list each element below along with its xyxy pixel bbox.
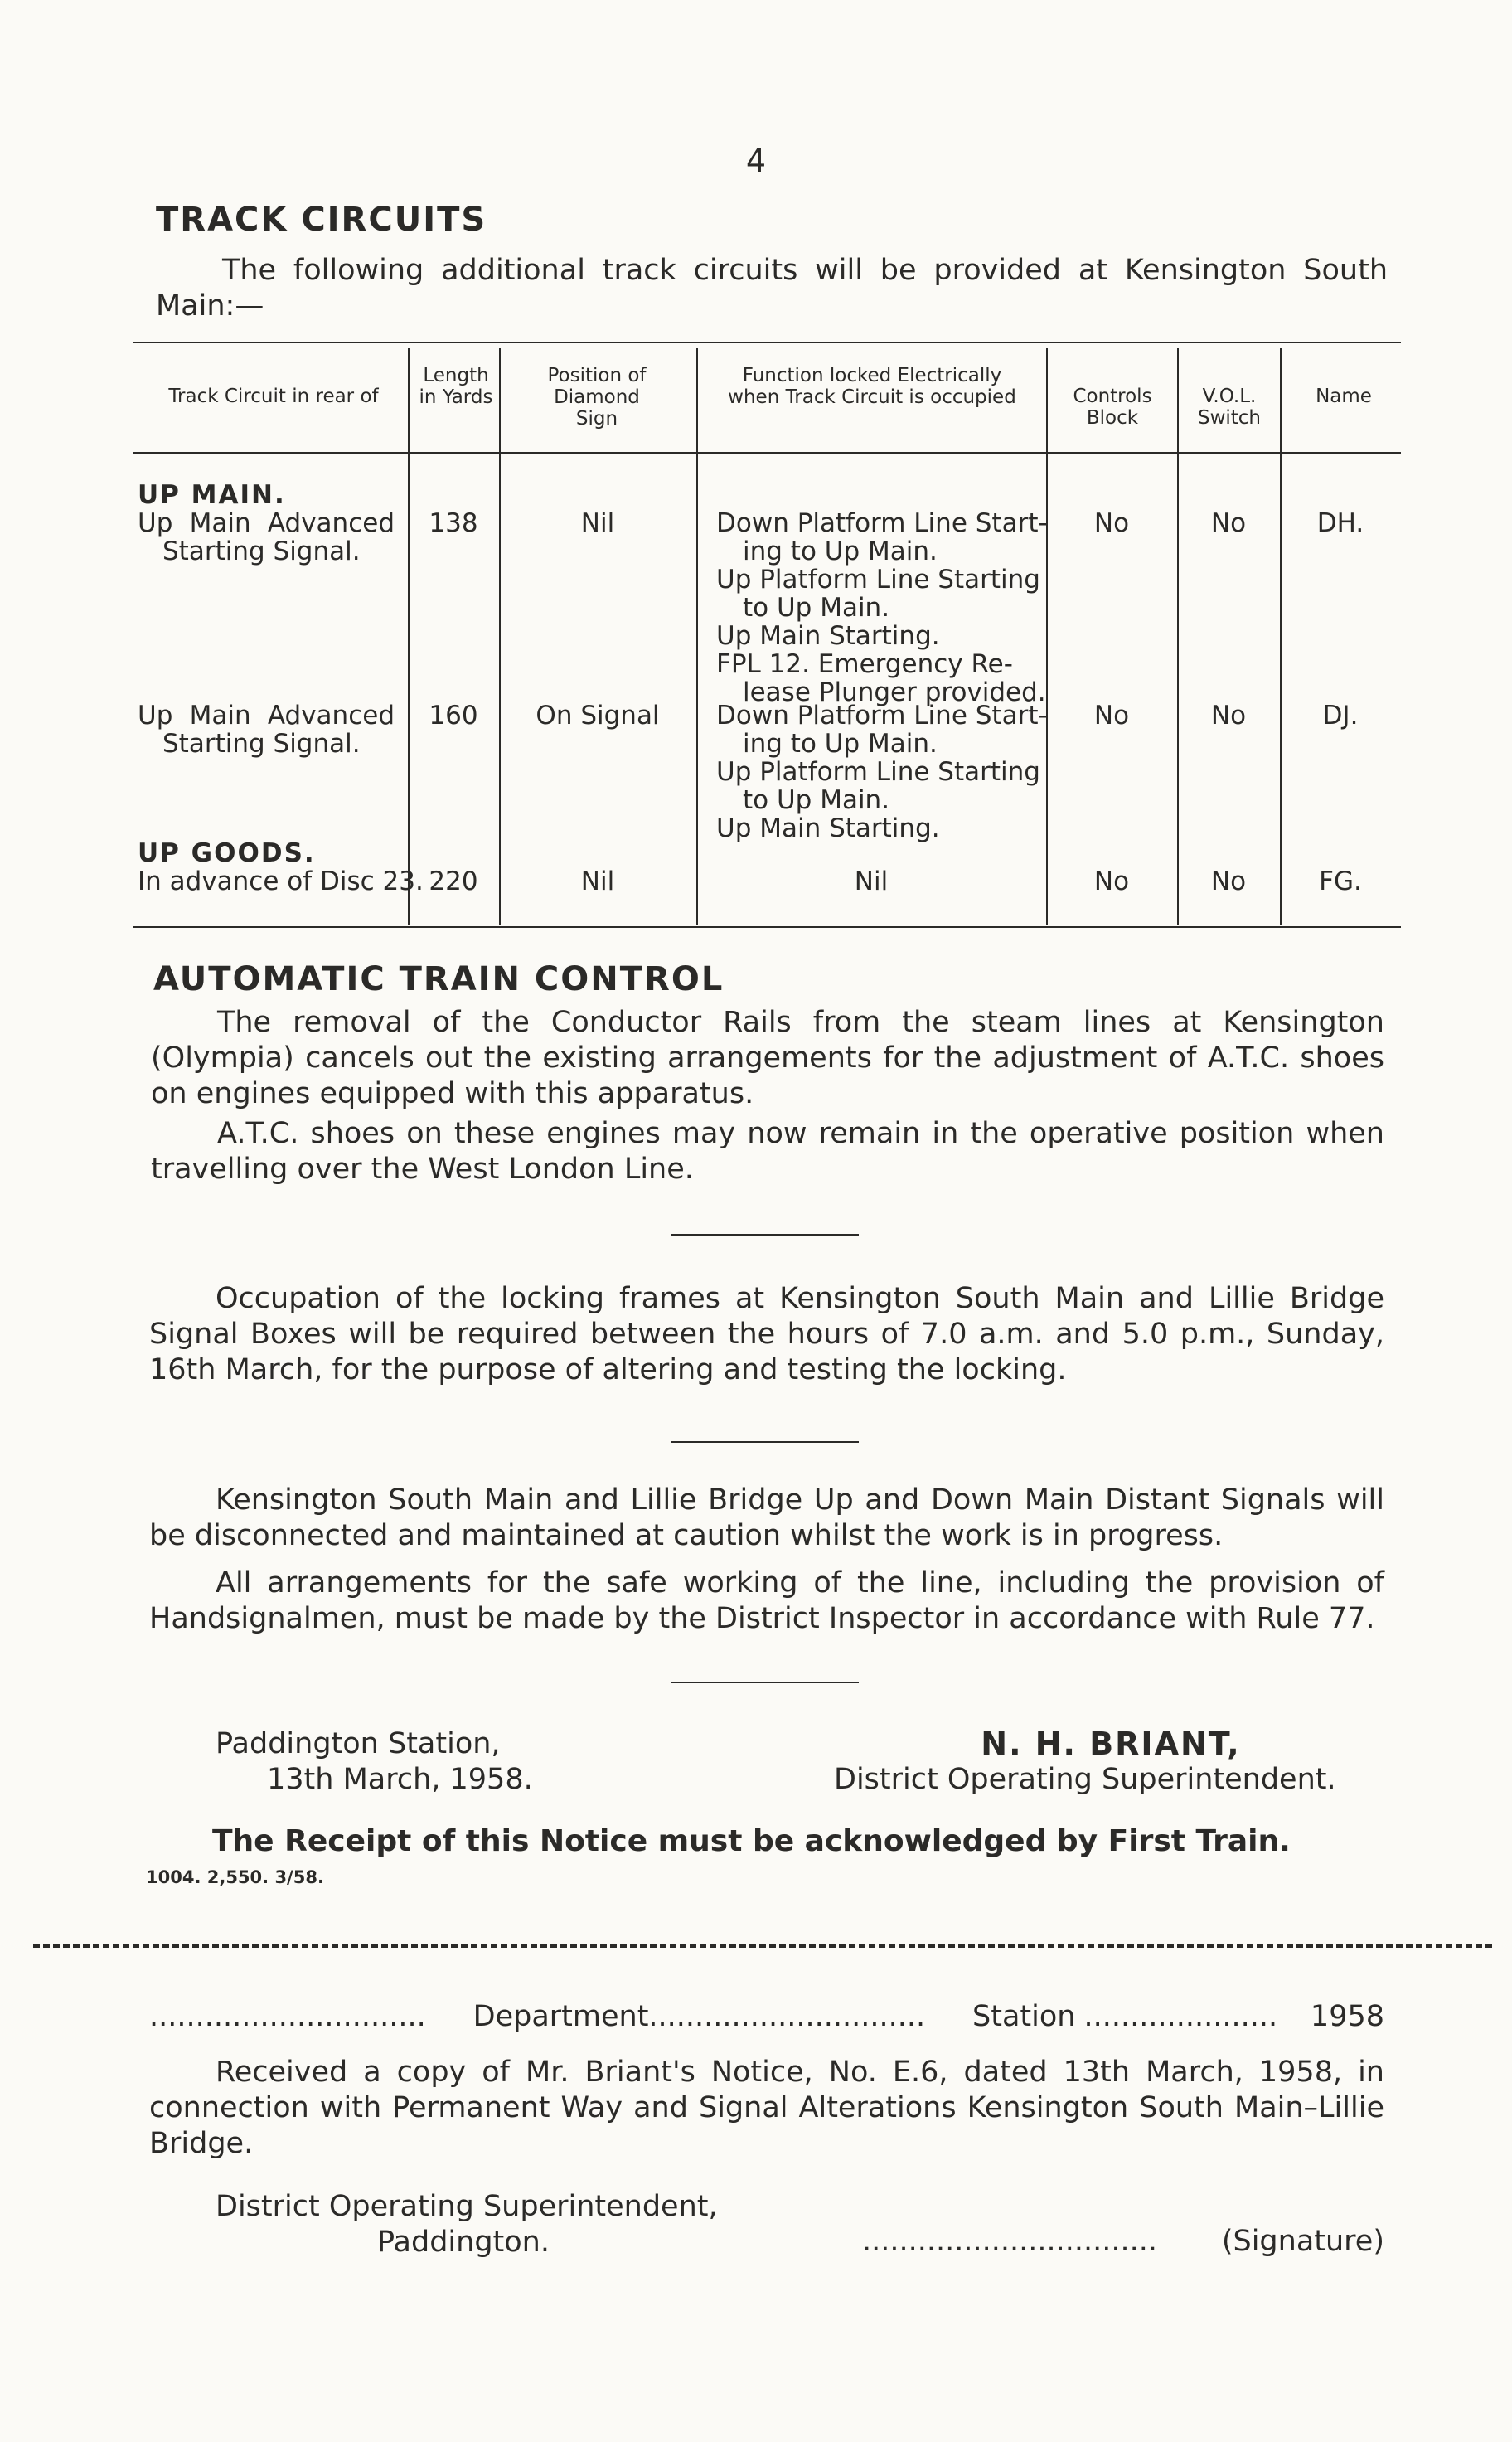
col-header-function: Function locked Electrically when Track Circuit is occupied <box>728 365 1016 408</box>
row-signal: Up Main Advanced <box>138 701 395 731</box>
column-divider <box>408 348 410 925</box>
row-function-line: Up Main Starting. <box>716 813 940 843</box>
row-function-line: to Up Main. <box>743 593 890 623</box>
row-function-line: Down Platform Line Start- <box>716 508 1048 538</box>
column-divider <box>1046 348 1048 925</box>
up-goods-title: UP GOODS. <box>138 838 316 868</box>
row-function-line: ing to Up Main. <box>743 729 938 759</box>
row-name: FG. <box>1319 867 1362 896</box>
row-function-line: Nil <box>854 867 889 896</box>
receipt-form-header <box>149 2000 1384 2033</box>
col-header-vol-switch: V.O.L. Switch <box>1197 386 1262 429</box>
station-label: Station <box>972 2000 1076 2033</box>
column-divider <box>1280 348 1282 925</box>
station-field[interactable]: .............................. <box>648 2000 926 2033</box>
divider-rule <box>671 1682 859 1683</box>
row-length: 160 <box>429 701 478 731</box>
signoff-date: 13th March, 1958. <box>267 1763 533 1796</box>
row-signal: In advance of Disc 23. <box>138 867 424 896</box>
track-circuits-heading: TRACK CIRCUITS <box>156 201 487 239</box>
department-field[interactable]: .............................. <box>149 2000 426 2033</box>
column-divider <box>499 348 501 925</box>
row-function-line: ing to Up Main. <box>743 536 938 566</box>
col-header-controls-block: Controls Block <box>1073 386 1152 429</box>
col-header-length: Length in Yards <box>419 365 493 408</box>
row-vol-switch: No <box>1210 701 1247 731</box>
row-position: On Signal <box>536 701 660 731</box>
row-controls-block: No <box>1093 867 1130 896</box>
row-function-line: to Up Main. <box>743 785 890 815</box>
row-signal: Up Main Advanced <box>138 508 395 538</box>
divider-rule <box>671 1441 859 1443</box>
row-position: Nil <box>580 867 615 896</box>
row-vol-switch: No <box>1210 867 1247 896</box>
row-position: Nil <box>580 508 615 538</box>
addressee-line-2: Paddington. <box>377 2226 550 2259</box>
col-header-position: Position of Diamond Sign <box>547 365 647 430</box>
row-controls-block: No <box>1093 701 1130 731</box>
receipt-body: Received a copy of Mr. Briant's Notice, No. E.6, dated 13th March, 1958, in connection with Permanent Way and Signal Alterations Kensington South Main–Lillie Bridge. <box>149 2056 1384 2160</box>
atc-paragraph-1: The removal of the Conductor Rails from the steam lines at Kensington (Olympia) cancels out the existing arrangements for the adjustment of A.T.C. shoes on engines equipped with this apparatus. <box>151 1006 1384 1110</box>
signoff-name: N. H. BRIANT, <box>981 1726 1241 1762</box>
divider-rule <box>671 1234 859 1236</box>
distant-signals-paragraph: Kensington South Main and Lillie Bridge Up and Down Main Distant Signals will be disconnected and maintained at caution whilst the work is in progress. <box>149 1483 1384 1552</box>
signoff-title: District Operating Superintendent. <box>834 1763 1336 1796</box>
row-length: 138 <box>429 508 478 538</box>
table-top-rule <box>133 342 1401 343</box>
column-divider <box>696 348 698 925</box>
table-header-rule <box>133 452 1401 454</box>
row-function-line: Up Platform Line Starting <box>716 565 1040 595</box>
tear-off-line <box>33 1944 1492 1948</box>
row-name: DH. <box>1316 508 1364 538</box>
row-length: 220 <box>429 867 478 896</box>
signature-line <box>862 2225 1384 2258</box>
col-header-name: Name <box>1316 386 1372 407</box>
row-signal-cont: Starting Signal. <box>162 536 361 566</box>
signature-field[interactable]: ................................ <box>862 2225 1158 2258</box>
table-bottom-rule <box>133 926 1401 928</box>
row-vol-switch: No <box>1210 508 1247 538</box>
row-function-line: Down Platform Line Start- <box>716 701 1048 731</box>
signature-label: (Signature) <box>1221 2225 1384 2258</box>
arrangements-paragraph: All arrangements for the safe working of the line, including the provision of Handsignalmen, must be made by the District Inspector in accordance with Rule 77. <box>149 1566 1384 1635</box>
row-signal-cont: Starting Signal. <box>162 729 361 759</box>
receipt-notice: The Receipt of this Notice must be acknowledged by First Train. <box>212 1824 1291 1858</box>
occupation-paragraph: Occupation of the locking frames at Kensington South Main and Lillie Bridge Signal Boxes will be required between the hours of 7.0 a.m. and 5.0 p.m., Sunday, 16th March, for the purpose of altering and testing the locking. <box>149 1282 1384 1386</box>
col-header-track-circuit: Track Circuit in rear of <box>168 386 379 407</box>
date-field[interactable]: ..................... <box>1083 2000 1278 2033</box>
column-divider <box>1177 348 1179 925</box>
up-main-title: UP MAIN. <box>138 480 286 510</box>
year-label: 1958 <box>1310 2000 1384 2033</box>
row-function-line: Up Main Starting. <box>716 621 940 651</box>
print-reference: 1004. 2,550. 3/58. <box>146 1867 324 1887</box>
track-circuits-intro: The following additional track circuits will be provided at Kensington South Main:— <box>156 254 1388 323</box>
signoff-place: Paddington Station, <box>216 1727 501 1760</box>
row-name: DJ. <box>1322 701 1359 731</box>
atc-heading: AUTOMATIC TRAIN CONTROL <box>153 960 724 998</box>
atc-paragraph-2: A.T.C. shoes on these engines may now remain in the operative position when travelling over the West London Line. <box>151 1117 1384 1186</box>
addressee-line-1: District Operating Superintendent, <box>216 2190 718 2223</box>
row-function-line: Up Platform Line Starting <box>716 757 1040 787</box>
row-controls-block: No <box>1093 508 1130 538</box>
page-number: 4 <box>745 143 767 179</box>
department-label: Department <box>472 2000 649 2033</box>
row-function-line: lease Plunger provided. <box>743 677 1046 707</box>
row-function-line: FPL 12. Emergency Re- <box>716 649 1013 679</box>
